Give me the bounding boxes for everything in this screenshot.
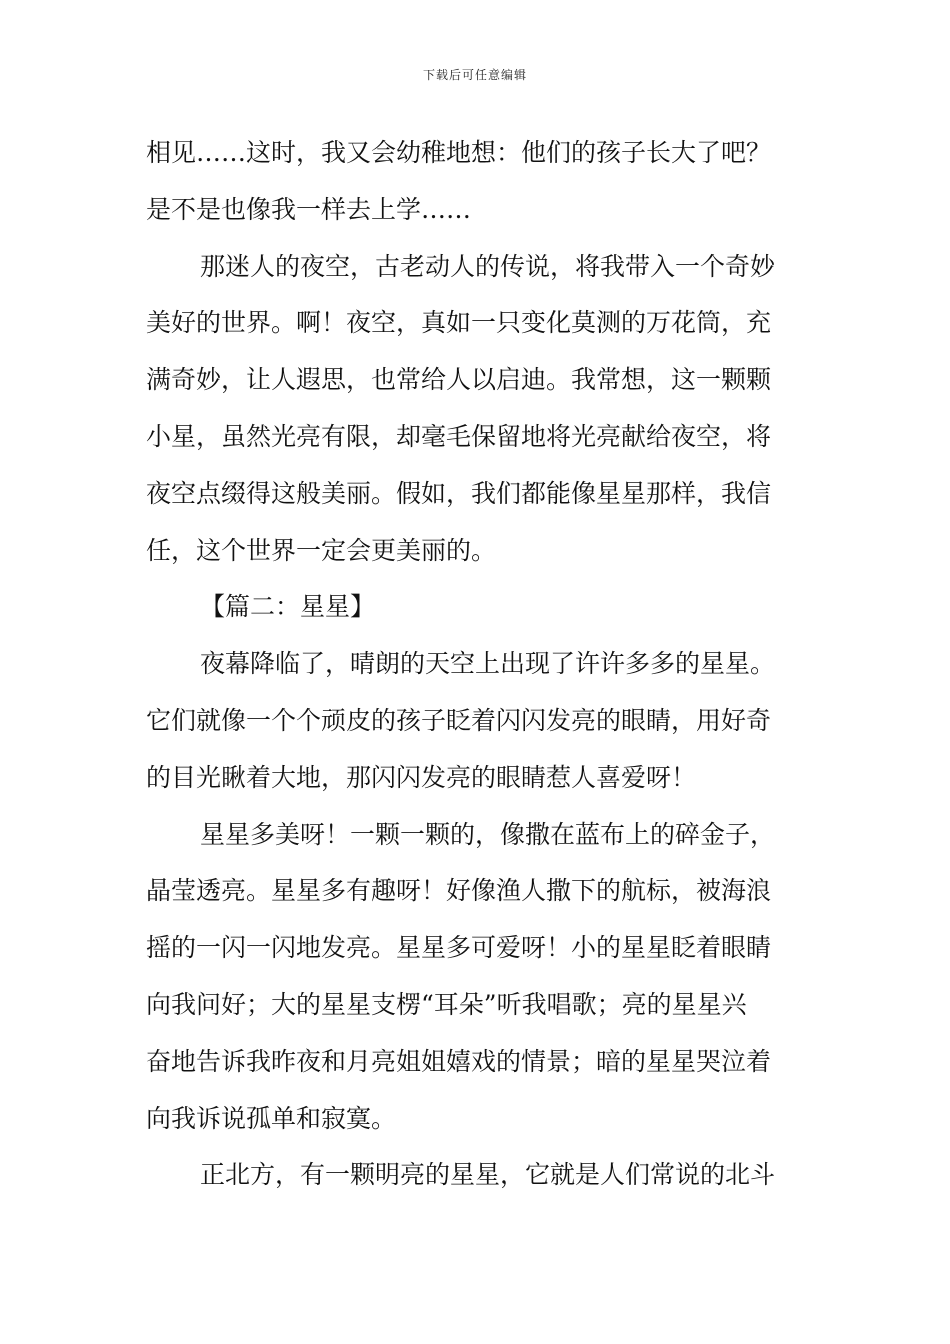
text-line: 是不是也像我一样去上学…… [146, 194, 472, 224]
text-line: 晶莹透亮。星星多有趣呀！好像渔人撒下的航标，被海浪 [146, 876, 772, 906]
text-line: 那迷人的夜空，古老动人的传说，将我带入一个奇妙 [200, 251, 776, 281]
text-line: 向我问好；大的星星支楞“耳朵”听我唱歌；亮的星星兴 [146, 989, 747, 1019]
text-line: 向我诉说孤单和寂寞。 [146, 1103, 397, 1133]
text-line: 小星，虽然光亮有限，却毫毛保留地将光亮献给夜空，将 [146, 421, 772, 451]
document-body [146, 125, 806, 1204]
text-line: 相见……这时，我又会幼稚地想：他们的孩子长大了吧？ [146, 138, 772, 167]
text-line: 的目光瞅着大地，那闪闪发亮的眼睛惹人喜爱呀！ [146, 762, 697, 792]
text-line: 摇的一闪一闪地发亮。星星多可爱呀！小的星星眨着眼睛 [146, 933, 772, 963]
text-line: 夜幕降临了，晴朗的天空上出现了许许多多的星星。 [200, 649, 776, 679]
text-line: 美好的世界。啊！夜空，真如一只变化莫测的万花筒，充 [146, 308, 772, 338]
text-line: 星星多美呀！一颗一颗的，像撒在蓝布上的碎金子， [200, 819, 776, 849]
text-line: 夜空点缀得这般美丽。假如，我们都能像星星那样，我信 [146, 478, 772, 508]
text-line: 奋地告诉我昨夜和月亮姐姐嬉戏的情景；暗的星星哭泣着 [146, 1046, 772, 1076]
text-line: 任，这个世界一定会更美丽的。 [146, 535, 497, 565]
text-line: 它们就像一个个顽皮的孩子眨着闪闪发亮的眼睛，用好奇 [146, 705, 772, 735]
text-line: 正北方，有一颗明亮的星星，它就是人们常说的北斗 [200, 1160, 776, 1190]
page-header: 下载后可任意编辑 [422, 68, 527, 82]
text-line: 满奇妙，让人遐思，也常给人以启迪。我常想，这一颗颗 [146, 365, 772, 395]
section-heading: 【篇二：星星】 [200, 592, 376, 622]
